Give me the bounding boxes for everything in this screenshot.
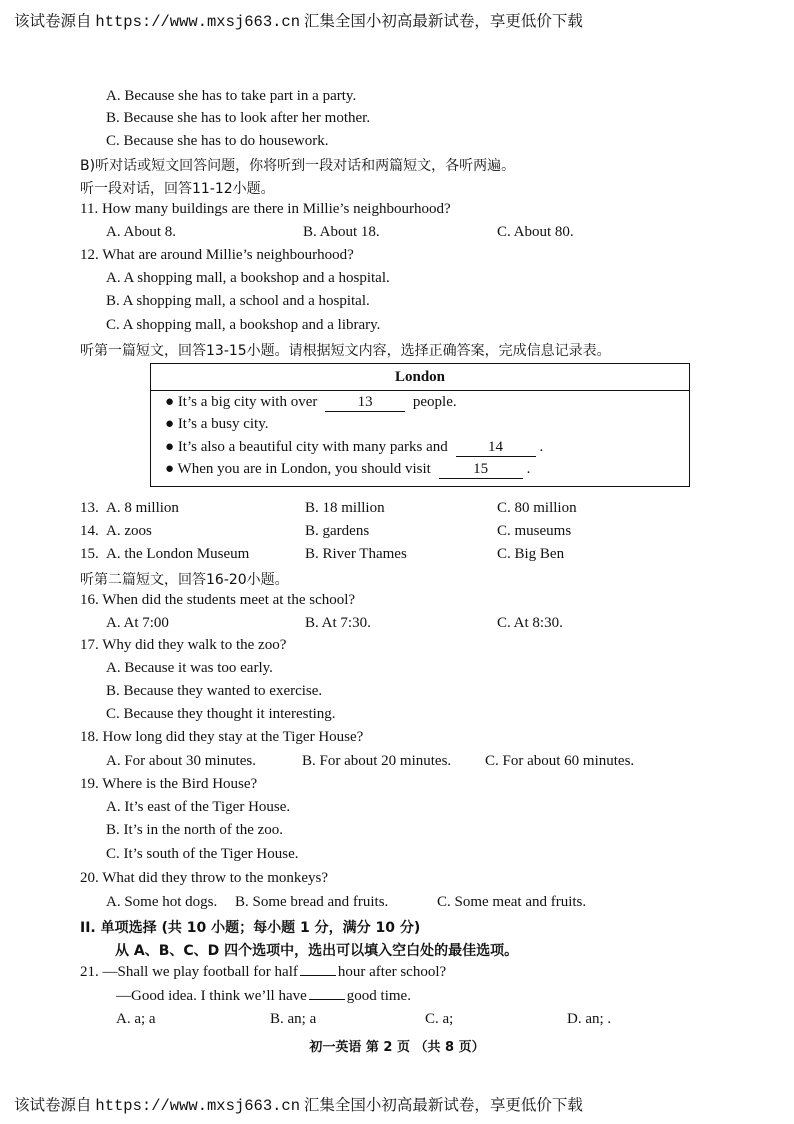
q17-stem: 17. Why did they walk to the zoo? [80,637,287,653]
bullet-icon: ● [165,394,175,410]
info-row-suffix: . [526,461,531,477]
bullet-icon: ● [165,439,175,455]
q21-line-2 [116,987,411,1005]
info-row-1 [165,394,457,412]
q21-line-2-text: —Good idea. I think we’ll have [116,988,307,1004]
passage1-intro: 听第一篇短文，回答13-15小题。请根据短文内容，选择正确答案，完成信息记录表。 [80,343,611,359]
q21-option-a: A. a; a [116,1011,156,1027]
top-banner [14,9,583,31]
q11-option-c: C. About 80. [497,224,574,240]
q14-option-b: B. gardens [305,523,370,539]
part2-instruction: 从 A、B、C、D 四个选项中，选出可以填入空白处的最佳选项。 [115,943,519,959]
q21-option-d: D. an; . [567,1011,612,1027]
q17-option-b: B. Because they wanted to exercise. [106,683,323,699]
q16-option-c: C. At 8:30. [497,615,563,631]
blank-13[interactable]: 13 [325,394,405,412]
info-row-suffix: people. [412,394,457,410]
q20-stem: 20. What did they throw to the monkeys? [80,870,329,886]
q16-option-b: B. At 7:30. [305,615,371,631]
q15-option-a: A. the London Museum [106,546,250,562]
info-row-suffix: . [539,439,544,455]
q21-line-1-text: 21. —Shall we play football for half [80,964,298,980]
q11-option-a: A. About 8. [106,224,177,240]
part2-title: II. 单项选择 (共 10 小题；每小题 1 分，满分 10 分) [80,920,421,936]
q14-number: 14. [80,523,99,539]
q14-option-a: A. zoos [106,523,152,539]
q21-line-2-end: good time. [346,988,411,1004]
q16-stem: 16. When did the students meet at the school? [80,592,356,608]
q15-option-c: C. Big Ben [497,546,565,562]
q18-stem: 18. How long did they stay at the Tiger House? [80,729,364,745]
q13-number: 13. [80,500,99,516]
q21-option-b: B. an; a [270,1011,317,1027]
info-row-text: It’s also a beautiful city with many parks and [177,439,448,455]
q12-stem: 12. What are around Millie’s neighbourhood? [80,247,354,263]
info-row-text: It’s a big city with over [177,394,318,410]
q15-option-b: B. River Thames [305,546,407,562]
section-b-intro: B)听对话或短文回答问题，你将听到一段对话和两篇短文，各听两遍。 [80,158,516,174]
q21-line-1 [80,963,446,981]
dialogue-intro: 听一段对话，回答11-12小题。 [80,181,275,197]
q19-stem: 19. Where is the Bird House? [80,776,258,792]
q12-option-a: A. A shopping mall, a bookshop and a hospital. [106,270,390,286]
banner-source: 该试卷源自 [14,12,92,30]
q21-line-1-end: hour after school? [337,964,447,980]
q12-option-b: B. A shopping mall, a school and a hospital. [106,293,370,309]
q11-stem: 11. How many buildings are there in Millie’s neighbourhood? [80,201,451,217]
q12-option-c: C. A shopping mall, a bookshop and a library. [106,317,381,333]
q20-option-a: A. Some hot dogs. [106,894,218,910]
q13-option-b: B. 18 million [305,500,385,516]
q17-option-a: A. Because it was too early. [106,660,273,676]
info-row-4 [165,461,530,479]
bullet-icon: ● [165,461,175,477]
q13-option-c: C. 80 million [497,500,577,516]
banner-url[interactable]: https://www.mxsj663.cn [95,13,301,31]
q18-option-c: C. For about 60 minutes. [485,753,635,769]
banner-url[interactable]: https://www.mxsj663.cn [95,1097,301,1115]
q19-option-b: B. It’s in the north of the zoo. [106,822,284,838]
bullet-icon: ● [165,416,175,432]
banner-slogan: 汇集全国小初高最新试卷，享更低价下载 [303,1096,583,1114]
info-row-2 [165,416,269,433]
q19-option-a: A. It’s east of the Tiger House. [106,799,291,815]
q14-option-c: C. museums [497,523,572,539]
page-footer: 初一英语 第 2 页 （共 8 页） [309,1040,485,1055]
q20-option-b: B. Some bread and fruits. [235,894,389,910]
info-row-text: It’s a busy city. [177,416,269,432]
q19-option-c: C. It’s south of the Tiger House. [106,846,299,862]
q15-number: 15. [80,546,99,562]
info-table-title: London [151,364,689,391]
q16-option-a: A. At 7:00 [106,615,169,631]
info-row-text: When you are in London, you should visit [177,461,431,477]
info-row-3 [165,439,543,457]
q18-option-b: B. For about 20 minutes. [302,753,452,769]
q20-option-c: C. Some meat and fruits. [437,894,587,910]
q21-option-c: C. a; [425,1011,454,1027]
q10-option-a: A. Because she has to take part in a party. [106,88,357,104]
q10-option-b: B. Because she has to look after her mother. [106,110,371,126]
banner-slogan: 汇集全国小初高最新试卷，享更低价下载 [303,12,583,30]
q21-blank-2[interactable] [309,987,345,1000]
bottom-banner [14,1093,583,1115]
passage2-intro: 听第二篇短文，回答16-20小题。 [80,572,289,588]
blank-15[interactable]: 15 [439,461,523,479]
info-record-table [150,363,690,487]
q17-option-c: C. Because they thought it interesting. [106,706,336,722]
q13-option-a: A. 8 million [106,500,179,516]
banner-source: 该试卷源自 [14,1096,92,1114]
q21-blank-1[interactable] [300,963,336,976]
q18-option-a: A. For about 30 minutes. [106,753,256,769]
blank-14[interactable]: 14 [456,439,536,457]
q11-option-b: B. About 18. [303,224,380,240]
q10-option-c: C. Because she has to do housework. [106,133,329,149]
